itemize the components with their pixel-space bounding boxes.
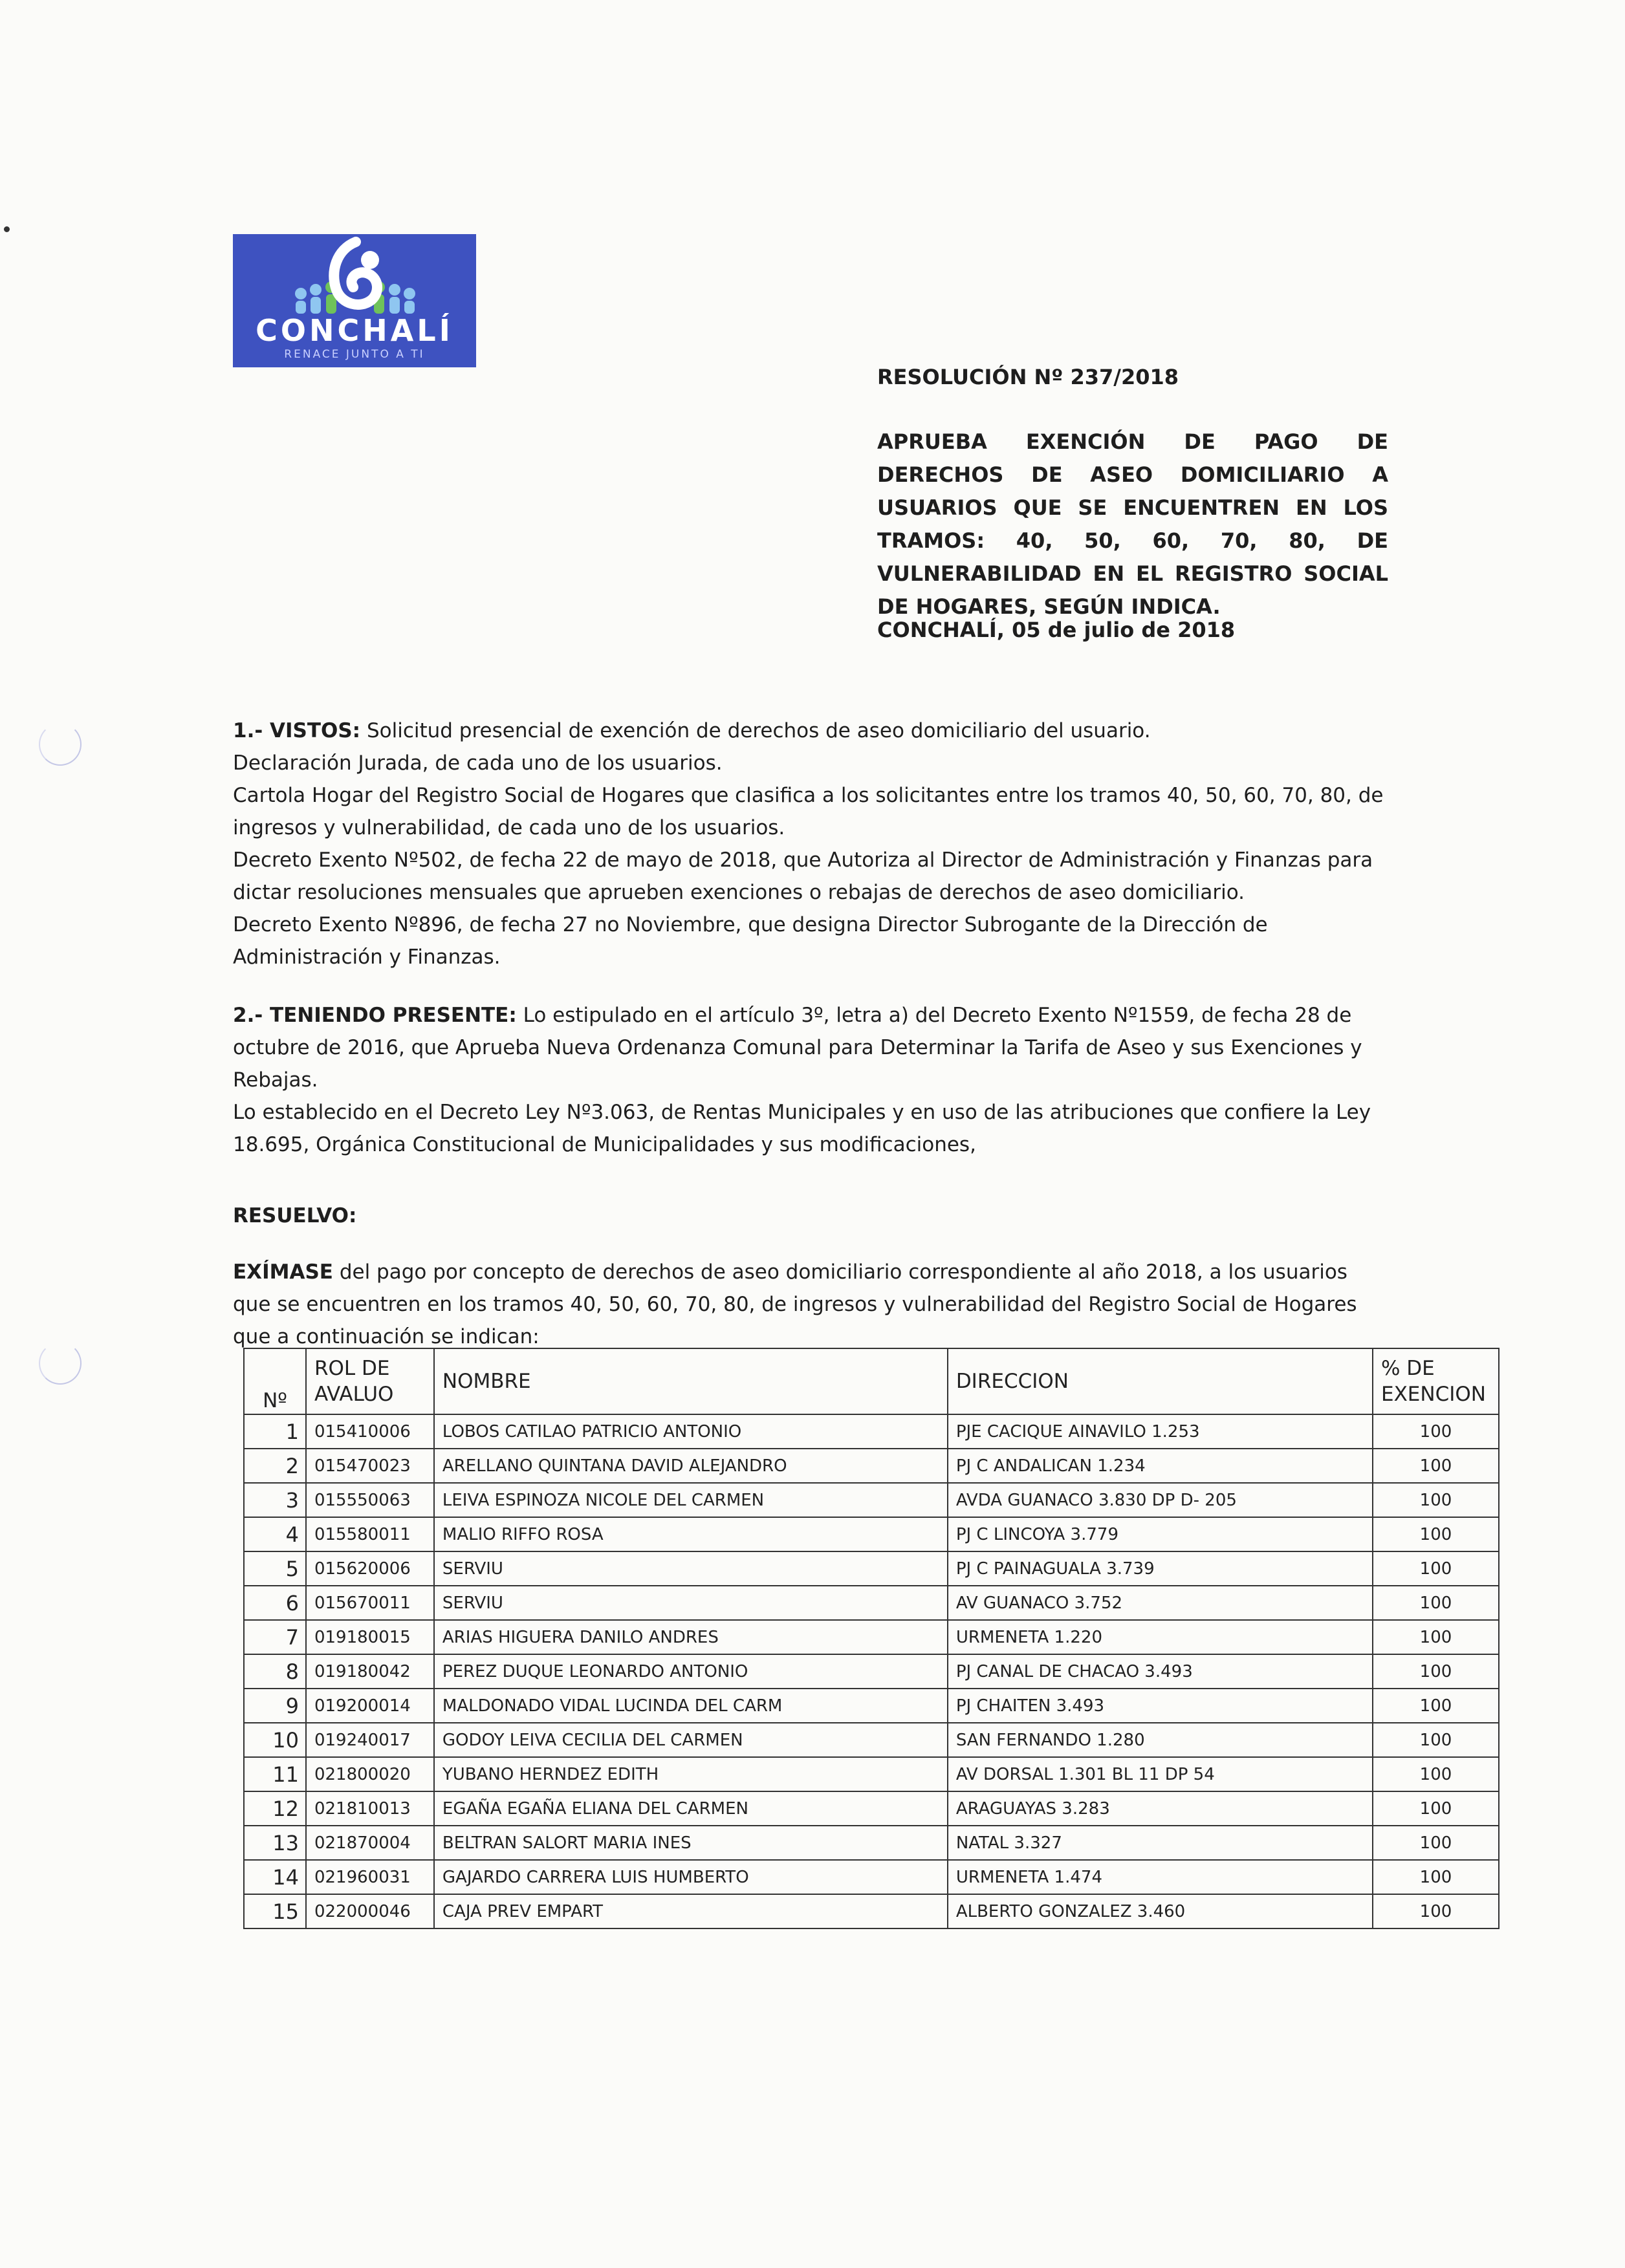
cell-direccion: PJ CANAL DE CHACAO 3.493 xyxy=(948,1654,1373,1689)
cell-nombre: LEIVA ESPINOZA NICOLE DEL CARMEN xyxy=(434,1483,948,1517)
teniendo-label: 2.- TENIENDO PRESENTE: xyxy=(233,1004,517,1027)
cell-rol: 021960031 xyxy=(306,1860,434,1894)
cell-rol: 015410006 xyxy=(306,1414,434,1449)
cell-rol: 015580011 xyxy=(306,1517,434,1551)
cell-exencion: 100 xyxy=(1373,1414,1499,1449)
table-row xyxy=(244,1757,1499,1791)
cell-direccion: AV DORSAL 1.301 BL 11 DP 54 xyxy=(948,1757,1373,1791)
cell-nombre: ARELLANO QUINTANA DAVID ALEJANDRO xyxy=(434,1449,948,1483)
cell-number: 4 xyxy=(244,1517,306,1551)
eximase-label: EXÍMASE xyxy=(233,1260,333,1284)
table-row xyxy=(244,1654,1499,1689)
cell-nombre: MALIO RIFFO ROSA xyxy=(434,1517,948,1551)
cell-exencion: 100 xyxy=(1373,1620,1499,1654)
cell-direccion: NATAL 3.327 xyxy=(948,1826,1373,1860)
teniendo-line: Lo establecido en el Decreto Ley Nº3.063, de Rentas Municipales y en uso de las atribuciones que confiere la Ley 18.695, Orgánica Constitucional de Municipalidades y sus modificaciones, xyxy=(233,1101,1371,1156)
cell-direccion: PJE CACIQUE AINAVILO 1.253 xyxy=(948,1414,1373,1449)
table-row xyxy=(244,1551,1499,1586)
scan-speck xyxy=(4,226,10,232)
cell-number: 11 xyxy=(244,1757,306,1791)
logo-tagline: RENACE JUNTO A TI xyxy=(284,348,425,361)
logo-name: CONCHALÍ xyxy=(256,313,453,348)
cell-rol: 015550063 xyxy=(306,1483,434,1517)
col-header-nombre: NOMBRE xyxy=(434,1348,948,1414)
cell-nombre: YUBANO HERNDEZ EDITH xyxy=(434,1757,948,1791)
cell-nombre: LOBOS CATILAO PATRICIO ANTONIO xyxy=(434,1414,948,1449)
exemption-table xyxy=(243,1348,1500,1929)
punch-hole-top xyxy=(39,723,82,766)
cell-nombre: EGAÑA EGAÑA ELIANA DEL CARMEN xyxy=(434,1791,948,1826)
cell-exencion: 100 xyxy=(1373,1689,1499,1723)
cell-exencion: 100 xyxy=(1373,1894,1499,1928)
cell-number: 9 xyxy=(244,1689,306,1723)
section-eximase xyxy=(233,1256,1391,1353)
cell-direccion: PJ C LINCOYA 3.779 xyxy=(948,1517,1373,1551)
table-row xyxy=(244,1860,1499,1894)
vistos-line: 1.- VISTOS: Solicitud presencial de exención de derechos de aseo domiciliario del usuario. xyxy=(233,719,1151,742)
cell-nombre: BELTRAN SALORT MARIA INES xyxy=(434,1826,948,1860)
table-row xyxy=(244,1894,1499,1928)
cell-exencion: 100 xyxy=(1373,1449,1499,1483)
cell-number: 13 xyxy=(244,1826,306,1860)
cell-rol: 015470023 xyxy=(306,1449,434,1483)
cell-rol: 019200014 xyxy=(306,1689,434,1723)
table-row xyxy=(244,1791,1499,1826)
eximase-text: del pago por concepto de derechos de aseo domiciliario correspondiente al año 2018, a los usuarios que se encuentren en los tramos 40, 50, 60, 70, 80, de ingresos y vulnerabilidad del Registro Social de Hogares que a continuación se indican: xyxy=(233,1260,1357,1348)
cell-direccion: ALBERTO GONZALEZ 3.460 xyxy=(948,1894,1373,1928)
cell-number: 10 xyxy=(244,1723,306,1757)
cell-number: 12 xyxy=(244,1791,306,1826)
col-header-exencion: % DE EXENCION xyxy=(1373,1348,1499,1414)
cell-number: 7 xyxy=(244,1620,306,1654)
cell-number: 5 xyxy=(244,1551,306,1586)
cell-rol: 021870004 xyxy=(306,1826,434,1860)
cell-direccion: URMENETA 1.220 xyxy=(948,1620,1373,1654)
resuelvo-heading: RESUELVO: xyxy=(233,1204,357,1227)
table-header-row xyxy=(244,1348,1499,1414)
cell-exencion: 100 xyxy=(1373,1654,1499,1689)
punch-hole-bottom xyxy=(39,1342,82,1385)
cell-exencion: 100 xyxy=(1373,1483,1499,1517)
cell-rol: 019240017 xyxy=(306,1723,434,1757)
cell-exencion: 100 xyxy=(1373,1860,1499,1894)
table-row xyxy=(244,1483,1499,1517)
table-row xyxy=(244,1620,1499,1654)
cell-rol: 015620006 xyxy=(306,1551,434,1586)
cell-number: 15 xyxy=(244,1894,306,1928)
teniendo-line: 2.- TENIENDO PRESENTE: Lo estipulado en el artículo 3º, letra a) del Decreto Exento Nº1559, de fecha 28 de octubre de 2016, que Aprueba Nueva Ordenanza Comunal para Determinar la Tarifa de Aseo y sus Exenciones y Rebajas. xyxy=(233,1004,1362,1092)
vistos-label: 1.- VISTOS: xyxy=(233,719,361,742)
cell-nombre: SERVIU xyxy=(434,1586,948,1620)
cell-exencion: 100 xyxy=(1373,1586,1499,1620)
cell-rol: 021800020 xyxy=(306,1757,434,1791)
cell-number: 8 xyxy=(244,1654,306,1689)
vistos-line: Decreto Exento Nº502, de fecha 22 de mayo de 2018, que Autoriza al Director de Administración y Finanzas para dictar resoluciones mensuales que aprueben exenciones o rebajas de derechos de aseo domiciliario. xyxy=(233,848,1373,904)
cell-number: 3 xyxy=(244,1483,306,1517)
table-row xyxy=(244,1414,1499,1449)
cell-exencion: 100 xyxy=(1373,1551,1499,1586)
cell-nombre: ARIAS HIGUERA DANILO ANDRES xyxy=(434,1620,948,1654)
resolution-number: RESOLUCIÓN Nº 237/2018 xyxy=(877,365,1179,389)
table-row xyxy=(244,1723,1499,1757)
table-row xyxy=(244,1586,1499,1620)
cell-direccion: PJ C PAINAGUALA 3.739 xyxy=(948,1551,1373,1586)
cell-rol: 019180042 xyxy=(306,1654,434,1689)
resolution-title: APRUEBA EXENCIÓN DE PAGO DE DERECHOS DE ASEO DOMICILIARIO A USUARIOS QUE SE ENCUENTREN EN LOS TRAMOS: 40, 50, 60, 70, 80, DE VULNERABILIDAD EN EL REGISTRO SOCIAL DE HOGARES, SEGÚN INDICA. xyxy=(877,429,1388,619)
cell-nombre: GAJARDO CARRERA LUIS HUMBERTO xyxy=(434,1860,948,1894)
cell-number: 1 xyxy=(244,1414,306,1449)
cell-nombre: CAJA PREV EMPART xyxy=(434,1894,948,1928)
cell-rol: 019180015 xyxy=(306,1620,434,1654)
cell-direccion: PJ CHAITEN 3.493 xyxy=(948,1689,1373,1723)
table-row xyxy=(244,1449,1499,1483)
resolution-place-date: CONCHALÍ, 05 de julio de 2018 xyxy=(877,618,1236,642)
col-header-number: Nº xyxy=(244,1348,306,1414)
cell-number: 2 xyxy=(244,1449,306,1483)
col-header-direccion: DIRECCION xyxy=(948,1348,1373,1414)
section-teniendo-presente xyxy=(233,999,1391,1161)
cell-rol: 021810013 xyxy=(306,1791,434,1826)
cell-nombre: PEREZ DUQUE LEONARDO ANTONIO xyxy=(434,1654,948,1689)
cell-nombre: SERVIU xyxy=(434,1551,948,1586)
cell-rol: 022000046 xyxy=(306,1894,434,1928)
table-row xyxy=(244,1689,1499,1723)
cell-direccion: SAN FERNANDO 1.280 xyxy=(948,1723,1373,1757)
cell-exencion: 100 xyxy=(1373,1723,1499,1757)
cell-exencion: 100 xyxy=(1373,1517,1499,1551)
vistos-line: Decreto Exento Nº896, de fecha 27 no Noviembre, que designa Director Subrogante de la Dirección de Administración y Finanzas. xyxy=(233,913,1268,969)
cell-direccion: URMENETA 1.474 xyxy=(948,1860,1373,1894)
cell-exencion: 100 xyxy=(1373,1791,1499,1826)
cell-nombre: GODOY LEIVA CECILIA DEL CARMEN xyxy=(434,1723,948,1757)
cell-direccion: ARAGUAYAS 3.283 xyxy=(948,1791,1373,1826)
cell-direccion: PJ C ANDALICAN 1.234 xyxy=(948,1449,1373,1483)
cell-exencion: 100 xyxy=(1373,1826,1499,1860)
vistos-line: Cartola Hogar del Registro Social de Hogares que clasifica a los solicitantes entre los tramos 40, 50, 60, 70, 80, de ingresos y vulnerabilidad, de cada uno de los usuarios. xyxy=(233,784,1384,839)
cell-number: 14 xyxy=(244,1860,306,1894)
cell-direccion: AV GUANACO 3.752 xyxy=(948,1586,1373,1620)
table-row xyxy=(244,1517,1499,1551)
cell-nombre: MALDONADO VIDAL LUCINDA DEL CARM xyxy=(434,1689,948,1723)
cell-rol: 015670011 xyxy=(306,1586,434,1620)
cell-exencion: 100 xyxy=(1373,1757,1499,1791)
col-header-rol: ROL DE AVALUO xyxy=(306,1348,434,1414)
cell-direccion: AVDA GUANACO 3.830 DP D- 205 xyxy=(948,1483,1373,1517)
vistos-line: Declaración Jurada, de cada uno de los usuarios. xyxy=(233,751,723,775)
conchali-logo xyxy=(233,234,476,367)
cell-number: 6 xyxy=(244,1586,306,1620)
table-row xyxy=(244,1826,1499,1860)
section-vistos xyxy=(233,715,1391,973)
